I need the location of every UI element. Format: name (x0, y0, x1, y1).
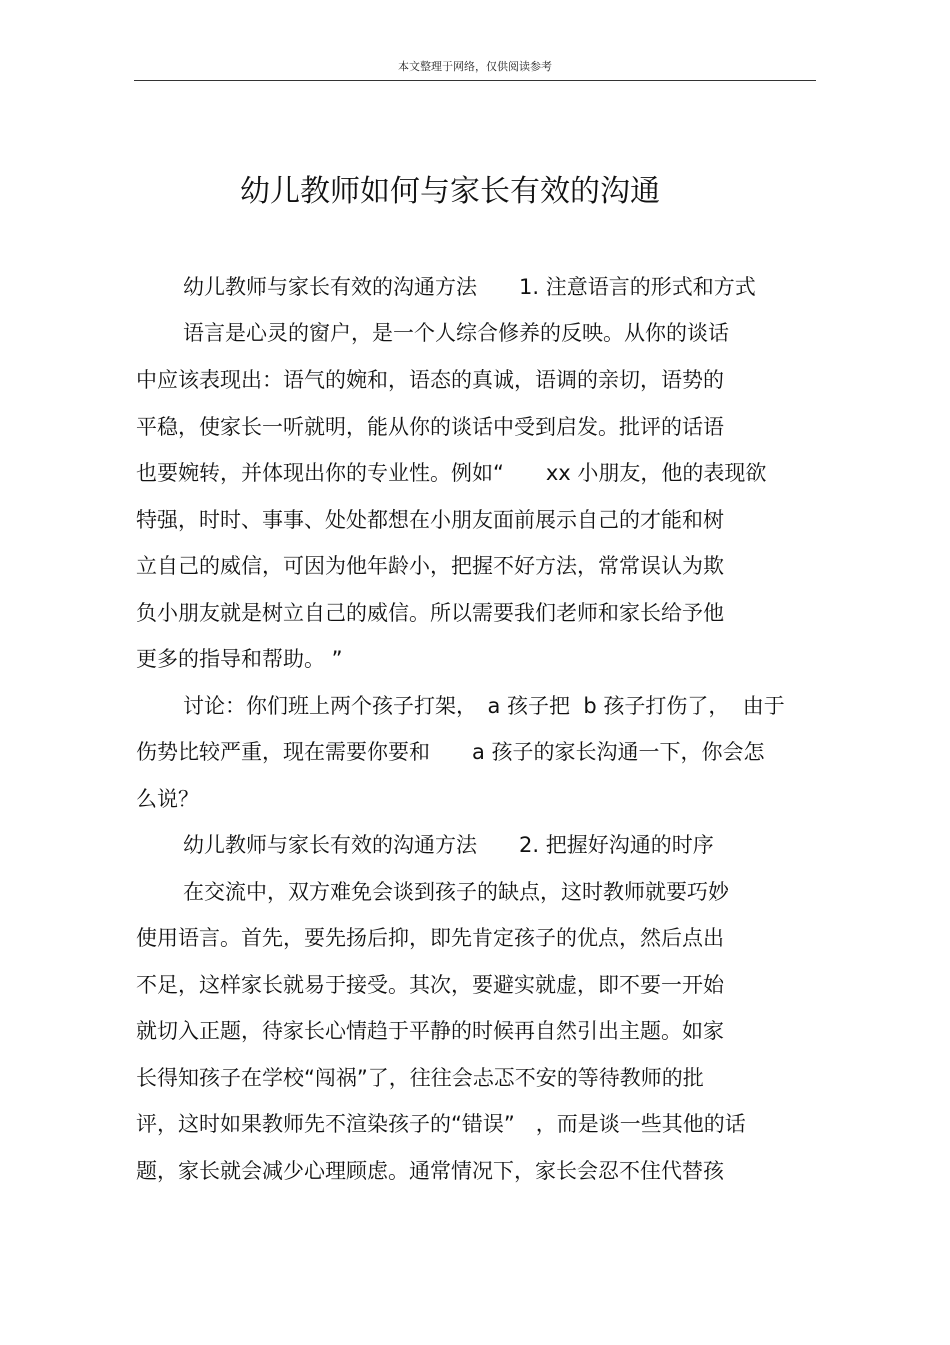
paragraph-line: 长得知孩子在学校“闯祸”了，往往会忐忑不安的等待教师的批 (136, 1066, 704, 1090)
paragraph-line: 在交流中，双方难免会谈到孩子的缺点，这时教师就要巧妙 (183, 880, 729, 904)
discussion-line: 讨论：你们班上两个孩子打架， a 孩子把 b 孩子打伤了， 由于 (183, 694, 785, 718)
paragraph-line: 更多的指导和帮助。 ” (136, 647, 343, 671)
paragraph-line: 不足，这样家长就易于接受。其次，要避实就虚，即不要一开始 (136, 973, 724, 997)
paragraph-line: 就切入正题，待家长心情趋于平静的时候再自然引出主题。如家 (136, 1019, 724, 1043)
paragraph-line: 使用语言。首先，要先扬后抑，即先肯定孩子的优点，然后点出 (136, 926, 724, 950)
section-heading-1: 幼儿教师与家长有效的沟通方法 1. 注意语言的形式和方式 (183, 275, 756, 299)
paragraph-line: 平稳，使家长一听就明，能从你的谈话中受到启发。批评的话语 (136, 415, 724, 439)
paragraph-line: 语言是心灵的窗户，是一个人综合修养的反映。从你的谈话 (183, 321, 729, 345)
paragraph-line: 特强，时时、事事、处处都想在小朋友面前展示自己的才能和树 (136, 508, 724, 532)
discussion-line: 伤势比较严重，现在需要你要和 a 孩子的家长沟通一下，你会怎 (136, 740, 765, 764)
paragraph-line: 评，这时如果教师先不渲染孩子的“错误” ，而是谈一些其他的话 (136, 1112, 746, 1136)
paragraph-line: 题，家长就会减少心理顾虑。通常情况下，家长会忍不住代替孩 (136, 1159, 724, 1183)
paragraph-line: 也要婉转，并体现出你的专业性。例如“ xx 小朋友，他的表现欲 (136, 461, 767, 485)
header-rule (134, 80, 816, 81)
header-note: 本文整理于网络，仅供阅读参考 (398, 60, 552, 73)
document-title: 幼儿教师如何与家长有效的沟通 (240, 174, 660, 210)
paragraph-line: 立自己的威信，可因为他年龄小，把握不好方法，常常误认为欺 (136, 554, 724, 578)
paragraph-line: 负小朋友就是树立自己的威信。所以需要我们老师和家长给予他 (136, 601, 724, 625)
section-heading-2: 幼儿教师与家长有效的沟通方法 2. 把握好沟通的时序 (183, 833, 714, 857)
paragraph-line: 中应该表现出：语气的婉和，语态的真诚，语调的亲切，语势的 (136, 368, 724, 392)
discussion-line: 么说？ (136, 787, 199, 811)
